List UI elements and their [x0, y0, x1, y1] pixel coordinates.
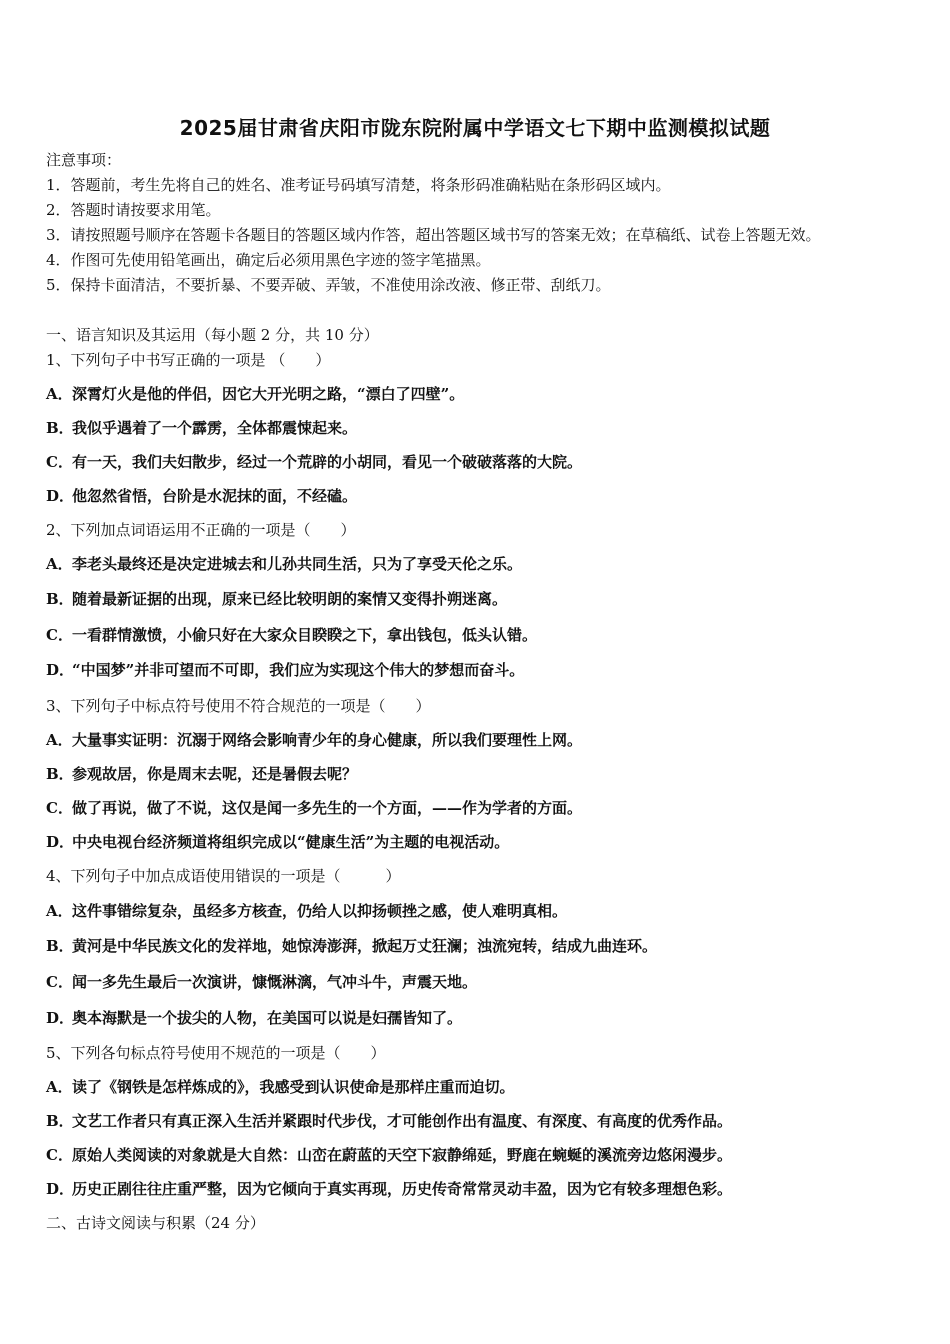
option-text: 李老头最终还是决定进城去和儿孙共同生活，只为了享受天伦之乐。 [72, 555, 523, 573]
option-text: 文艺工作者只有真正深入生活并紧跟时代步伐，才可能创作出有温度、有深度、有高度的优秀作品。 [72, 1112, 733, 1130]
option-label: B． [46, 419, 74, 437]
option-label: C． [46, 799, 73, 817]
answer-option [46, 972, 477, 992]
option-label: D． [46, 833, 75, 851]
answer-option [46, 764, 357, 784]
page-title: 2025届甘肃省庆阳市陇东院附属中学语文七下期中监测模拟试题 [179, 116, 771, 140]
option-text: 这件事错综复杂，虽经多方核查，仍给人以抑扬顿挫之感，使人难明真相。 [72, 902, 568, 920]
option-label: D． [46, 661, 75, 679]
question-stem: 5、下列各句标点符号使用不规范的一项是（ ） [46, 1044, 386, 1062]
option-text: 原始人类阅读的对象就是大自然：山峦在蔚蓝的天空下寂静绵延，野鹿在蜿蜒的溪流旁边悠闲漫步。 [72, 1146, 733, 1164]
option-text: 我似乎遇着了一个霹雳，全体都震悚起来。 [72, 419, 358, 437]
option-text: 有一天，我们夫妇散步，经过一个荒辟的小胡同，看见一个破破落落的大院。 [72, 453, 583, 471]
answer-option [46, 832, 509, 852]
notice-item: 1．答题前，考生先将自己的姓名、准考证号码填写清楚，将条形码准确粘贴在条形码区域内。 [46, 176, 671, 194]
option-text: 黄河是中华民族文化的发祥地，她惊涛澎湃，掀起万丈狂澜；浊流宛转，结成九曲连环。 [72, 937, 658, 955]
option-label: C． [46, 626, 73, 644]
question-stem: 2、下列加点词语运用不正确的一项是（ ） [46, 521, 356, 539]
answer-option [46, 384, 464, 404]
answer-option [46, 798, 582, 818]
answer-option [46, 418, 357, 438]
option-label: A． [46, 731, 73, 749]
answer-option [46, 901, 567, 921]
option-label: C． [46, 973, 73, 991]
option-label: A． [46, 902, 73, 920]
option-label: A． [46, 1078, 73, 1096]
answer-option [46, 589, 507, 609]
answer-option [46, 625, 537, 645]
answer-option [46, 730, 582, 750]
option-text: 随着最新证据的出现，原来已经比较明朗的案情又变得扑朔迷离。 [72, 590, 508, 608]
option-text: 中央电视台经济频道将组织完成以“健康生活”为主题的电视活动。 [72, 833, 510, 851]
option-label: D． [46, 487, 75, 505]
answer-option [46, 936, 657, 956]
option-text: 参观故居，你是周末去呢，还是暑假去呢？ [72, 765, 358, 783]
option-label: B． [46, 590, 74, 608]
option-text: 大量事实证明：沉溺于网络会影响青少年的身心健康，所以我们要理性上网。 [72, 731, 583, 749]
option-label: B． [46, 937, 74, 955]
notice-item: 5．保持卡面清洁，不要折暴、不要弄破、弄皱，不准使用涂改液、修正带、刮纸刀。 [46, 276, 611, 294]
answer-option [46, 1077, 515, 1097]
option-text: 读了《钢铁是怎样炼成的》，我感受到认识使命是那样庄重而迫切。 [72, 1078, 515, 1096]
notice-item: 4．作图可先使用铅笔画出，确定后必须用黑色字迹的签字笔描黑。 [46, 251, 491, 269]
answer-option [46, 660, 524, 680]
option-text: 奥本海默是一个拔尖的人物，在美国可以说是妇孺皆知了。 [72, 1009, 463, 1027]
option-text: 他忽然省悟，台阶是水泥抹的面，不经磕。 [72, 487, 358, 505]
answer-option [46, 486, 357, 506]
question-stem: 3、下列句子中标点符号使用不符合规范的一项是（ ） [46, 697, 431, 715]
option-label: D． [46, 1009, 75, 1027]
option-label: C． [46, 1146, 73, 1164]
section-heading: 二、古诗文阅读与积累（24 分） [46, 1214, 265, 1232]
option-label: B． [46, 1112, 74, 1130]
answer-option [46, 452, 582, 472]
option-label: C． [46, 453, 73, 471]
option-text: 深霄灯火是他的伴侣，因它大开光明之路，“漂白了四壁”。 [72, 385, 465, 403]
option-text: 历史正剧往往庄重严整，因为它倾向于真实再现，历史传奇常常灵动丰盈，因为它有较多理想色彩。 [72, 1180, 733, 1198]
answer-option [46, 1145, 732, 1165]
option-label: A． [46, 555, 73, 573]
notice-item: 2．答题时请按要求用笔。 [46, 201, 221, 219]
question-stem: 1、下列句子中书写正确的一项是 （ ） [46, 351, 331, 369]
notice-heading: 注意事项： [46, 151, 122, 169]
option-text: 一看群情激愤，小偷只好在大家众目睽睽之下，拿出钱包，低头认错。 [72, 626, 538, 644]
option-text: 做了再说，做了不说，这仅是闻一多先生的一个方面，——作为学者的方面。 [72, 799, 583, 817]
question-stem: 4、下列句子中加点成语使用错误的一项是（ ） [46, 867, 401, 885]
section-heading: 一、语言知识及其运用（每小题 2 分，共 10 分） [46, 326, 379, 344]
option-label: D． [46, 1180, 75, 1198]
option-text: 闻一多先生最后一次演讲，慷慨淋漓，气冲斗牛，声震天地。 [72, 973, 478, 991]
option-label: A． [46, 385, 73, 403]
notice-item: 3．请按照题号顺序在答题卡各题目的答题区域内作答，超出答题区域书写的答案无效；在草稿纸、试卷上答题无效。 [46, 226, 821, 244]
option-text: “中国梦”并非可望而不可即，我们应为实现这个伟大的梦想而奋斗。 [72, 661, 525, 679]
option-label: B． [46, 765, 74, 783]
answer-option [46, 1111, 732, 1131]
answer-option [46, 1179, 732, 1199]
answer-option [46, 1008, 462, 1028]
answer-option [46, 554, 522, 574]
